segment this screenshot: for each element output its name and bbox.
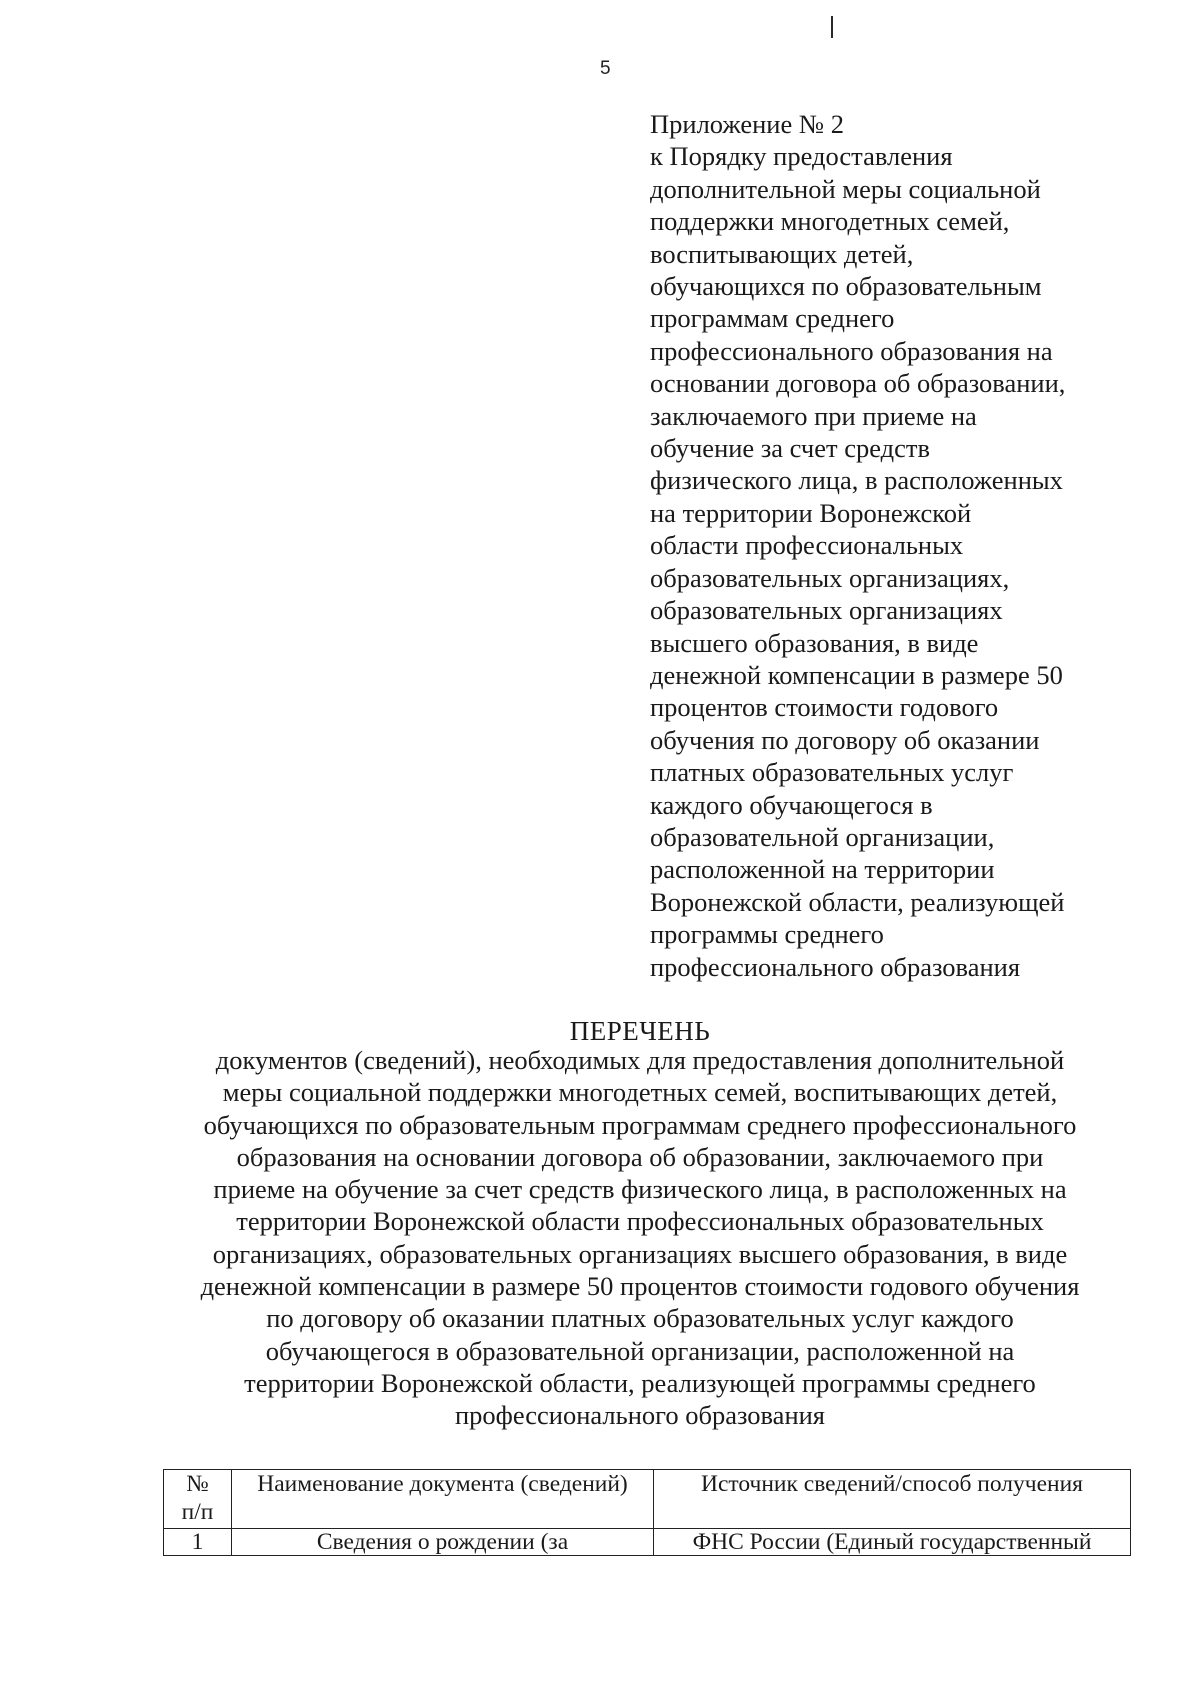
appendix-line: денежной компенсации в размере 50 (650, 659, 1063, 690)
appendix-line: обучения по договору об оказании (650, 724, 1040, 755)
appendix-line: программы среднего (650, 919, 884, 950)
header-source: Источник сведений/способ получения (654, 1470, 1131, 1529)
description-line: документов (сведений), необходимых для предоставления дополнительной (215, 1045, 1065, 1075)
appendix-line: профессионального образования (650, 951, 1021, 982)
appendix-line: образовательных организациях, (650, 562, 1010, 593)
appendix-line: заключаемого при приеме на (650, 400, 977, 431)
page-number: 5 (600, 58, 611, 79)
description-line: обучающихся по образовательным программам среднего профессионального (203, 1109, 1077, 1140)
appendix-line: расположенной на территории (650, 854, 995, 885)
appendix-heading (650, 108, 1170, 983)
header-number-line2: п/п (181, 1499, 214, 1525)
description-line: по договору об оказании платных образовательных услуг каждого (266, 1303, 1014, 1334)
appendix-line: на территории Воронежской (650, 497, 972, 528)
appendix-line: каждого обучающегося в (650, 789, 933, 820)
description-line: территории Воронежской области, реализующей программы среднего (244, 1367, 1036, 1398)
row-document-name: Сведения о рождении (за (232, 1529, 654, 1556)
document-title: ПЕРЕЧЕНЬ (569, 1016, 711, 1046)
appendix-line: воспитывающих детей, (650, 238, 914, 269)
appendix-line: основании договора об образовании, (650, 368, 1066, 399)
description-line: меры социальной поддержки многодетных семей, воспитывающих детей, (222, 1077, 1058, 1108)
appendix-line: высшего образования, в виде (650, 627, 979, 658)
appendix-line: физического лица, в расположенных (650, 465, 1063, 496)
table-row (164, 1529, 1131, 1556)
table-header-row (164, 1470, 1131, 1529)
appendix-line: области профессиональных (650, 530, 964, 561)
appendix-line: платных образовательных услуг (650, 757, 1014, 788)
scan-mark (831, 16, 833, 38)
appendix-line: профессионального образования на (650, 335, 1053, 366)
title-description (150, 1044, 1130, 1432)
row-number: 1 (164, 1529, 232, 1556)
documents-table (163, 1469, 1131, 1556)
appendix-line: Приложение № 2 (650, 109, 845, 139)
appendix-line: программам среднего (650, 303, 895, 334)
description-line: образования на основании договора об образовании, заключаемого при (236, 1141, 1044, 1172)
header-number (164, 1470, 232, 1529)
header-number-line1: № (186, 1471, 209, 1497)
description-line: профессионального образования (454, 1400, 826, 1431)
header-document-name: Наименование документа (сведений) (232, 1470, 654, 1529)
appendix-line: к Порядку предоставления (650, 141, 953, 172)
appendix-line: обучающихся по образовательным (650, 271, 1042, 302)
appendix-line: поддержки многодетных семей, (650, 206, 1010, 237)
appendix-line: обучение за счет средств (650, 433, 930, 464)
description-line: организациях, образовательных организациях высшего образования, в виде (212, 1238, 1068, 1269)
appendix-line: дополнительной меры социальной (650, 173, 1041, 204)
row-source: ФНС России (Единый государственный (654, 1529, 1131, 1556)
description-line: территории Воронежской области профессиональных образовательных (236, 1206, 1044, 1237)
description-line: обучающегося в образовательной организации, расположенной на (265, 1335, 1015, 1366)
description-line: приеме на обучение за счет средств физического лица, в расположенных на (213, 1174, 1067, 1205)
appendix-line: Воронежской области, реализующей (650, 886, 1065, 917)
appendix-line: образовательной организации, (650, 821, 995, 852)
appendix-line: образовательных организациях (650, 595, 1003, 626)
description-line: денежной компенсации в размере 50 процентов стоимости годового обучения (200, 1271, 1080, 1302)
appendix-line: процентов стоимости годового (650, 692, 999, 723)
